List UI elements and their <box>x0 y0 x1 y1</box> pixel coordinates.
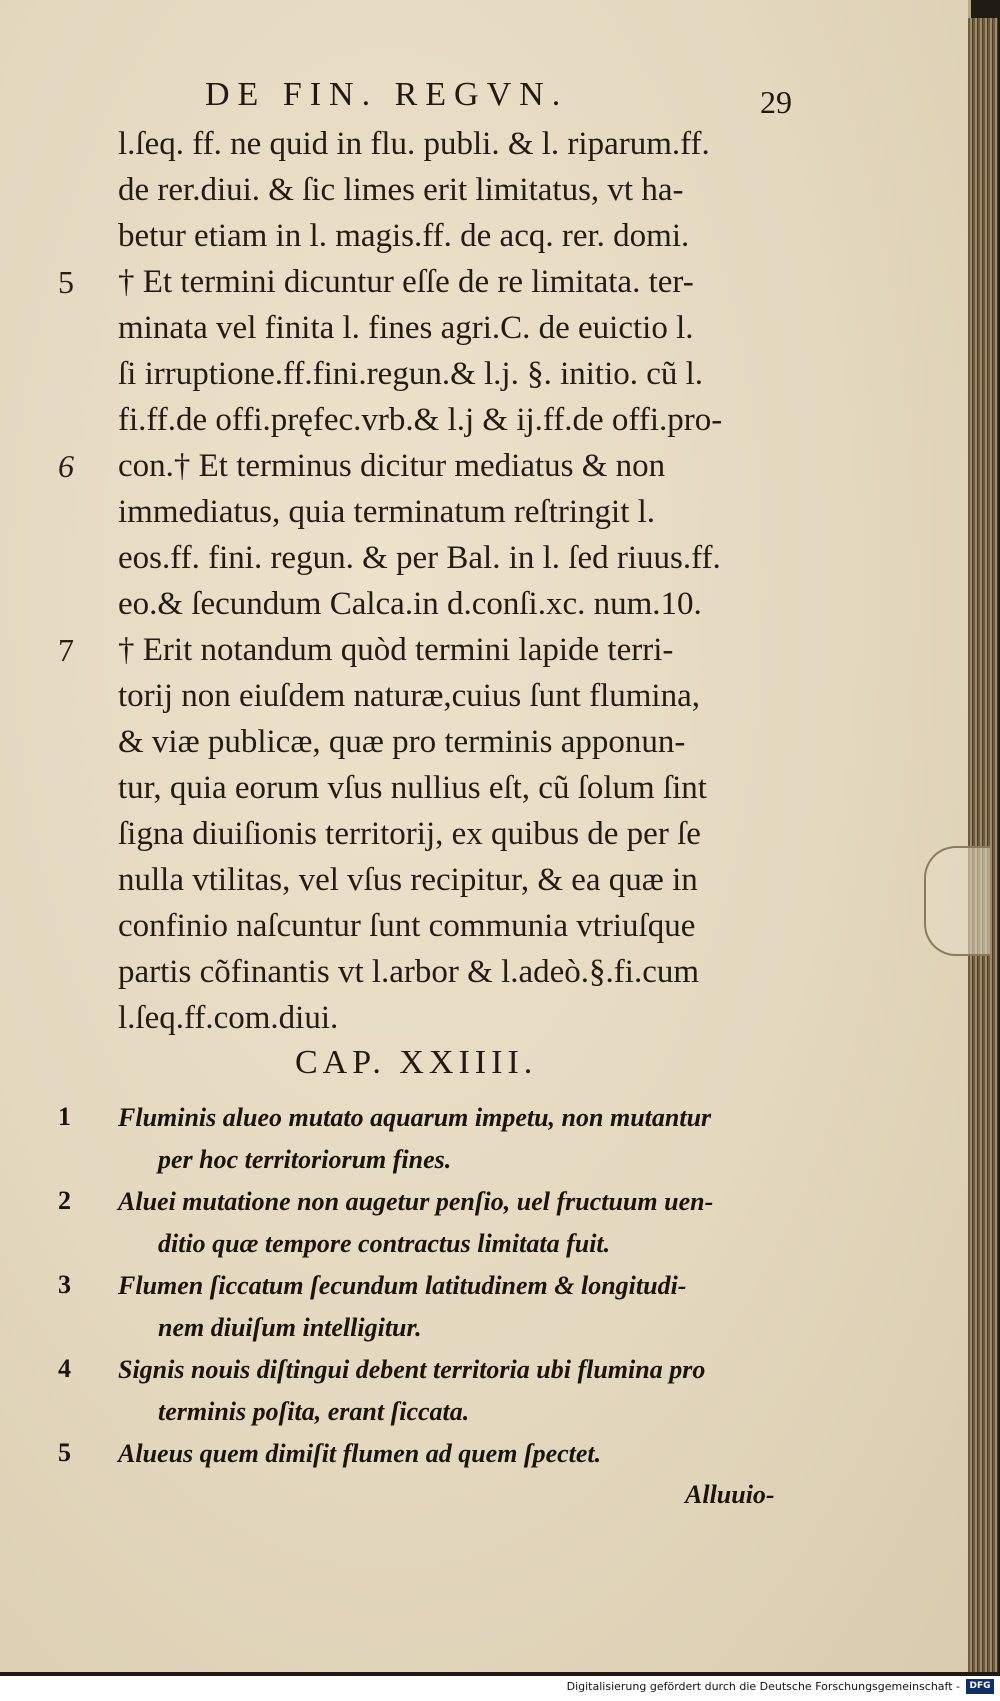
summary-line: Signis nouis diſtingui debent territoria ubi flumina pro <box>118 1355 706 1384</box>
body-line: con.† Et terminus dicitur mediatus & non <box>118 448 666 484</box>
body-line: & viæ publicæ, quæ pro terminis apponun- <box>118 724 686 760</box>
body-line: tur, quia eorum vſus nullius eſt, cũ ſolum ſint <box>118 770 707 806</box>
body-line: † Erit notandum quòd termini lapide terri- <box>118 632 674 668</box>
catchword: Alluuio- <box>685 1480 775 1509</box>
summary-line: nem diuiſum intelligitur. <box>158 1313 422 1342</box>
body-line: eos.ff. fini. regun. & per Bal. in l. ſed riuus.ff. <box>118 540 721 576</box>
page-number: 29 <box>760 84 792 120</box>
dfg-logo: DFG <box>966 1679 994 1694</box>
body-line: nulla vtilitas, vel vſus recipitur, & ea quæ in <box>118 862 698 898</box>
summary-line: terminis poſita, erant ſiccata. <box>158 1397 470 1426</box>
summary-line: Alueus quem dimiſit flumen ad quem ſpectet. <box>118 1439 602 1468</box>
body-line: fi.ff.de offi.pręfec.vrb.& l.j & ij.ff.de offi.pro- <box>118 402 723 438</box>
summary-line: ditio quæ tempore contractus limitata fuit. <box>158 1229 611 1258</box>
book-clasp <box>924 846 990 956</box>
summary-number: 2 <box>58 1186 71 1215</box>
summary-number: 5 <box>58 1438 71 1467</box>
summary-number: 3 <box>58 1270 71 1299</box>
page-edge <box>968 18 998 1672</box>
body-line: minata vel finita l. fines agri.C. de euictio l. <box>118 310 694 346</box>
footer-credit: Digitalisierung gefördert durch die Deutsche Forschungsgemeinschaft - <box>566 1680 960 1693</box>
summary-line: Flumen ſiccatum ſecundum latitudinem & longitudi- <box>118 1271 687 1300</box>
body-line: eo.& ſecundum Calca.in d.conſi.xc. num.10. <box>118 586 702 622</box>
body-line: partis cõfinantis vt l.arbor & l.adeò.§.fi.cum <box>118 954 700 990</box>
body-line: ſi irruptione.ff.fini.regun.& l.j. §. initio. cũ l. <box>118 356 704 392</box>
body-line: ſigna diuiſionis territorij, ex quibus de per ſe <box>118 816 701 852</box>
body-line: l.ſeq. ff. ne quid in flu. publi. & l. riparum.ff. <box>118 126 710 162</box>
summary-number: 1 <box>58 1102 71 1131</box>
body-line: de rer.diui. & ſic limes erit limitatus, vt ha- <box>118 172 684 208</box>
body-line: betur etiam in l. magis.ff. de acq. rer. domi. <box>118 218 690 254</box>
body-line: † Et termini dicuntur eſſe de re limitata. ter- <box>118 264 694 300</box>
running-header: DE FIN. REGVN. <box>205 76 569 113</box>
summary-line: Aluei mutatione non augetur penſio, uel fructuum uen- <box>118 1187 714 1216</box>
body-line: immediatus, quia terminatum reſtringit l. <box>118 494 656 530</box>
summary-line: per hoc territoriorum fines. <box>158 1145 452 1174</box>
body-line: confinio naſcuntur ſunt communia vtriuſque <box>118 908 696 944</box>
summary-line: Fluminis alueo mutato aquarum impetu, non mutantur <box>118 1103 712 1132</box>
body-line: torij non eiuſdem naturæ,cuius ſunt flumina, <box>118 678 700 714</box>
chapter-heading: CAP. XXIIII. <box>295 1044 538 1081</box>
margin-number: 5 <box>58 264 74 300</box>
body-line: l.ſeq.ff.com.diui. <box>118 1000 339 1036</box>
margin-number: 7 <box>58 632 74 668</box>
margin-number: 6 <box>58 448 74 484</box>
summary-number: 4 <box>58 1354 71 1383</box>
